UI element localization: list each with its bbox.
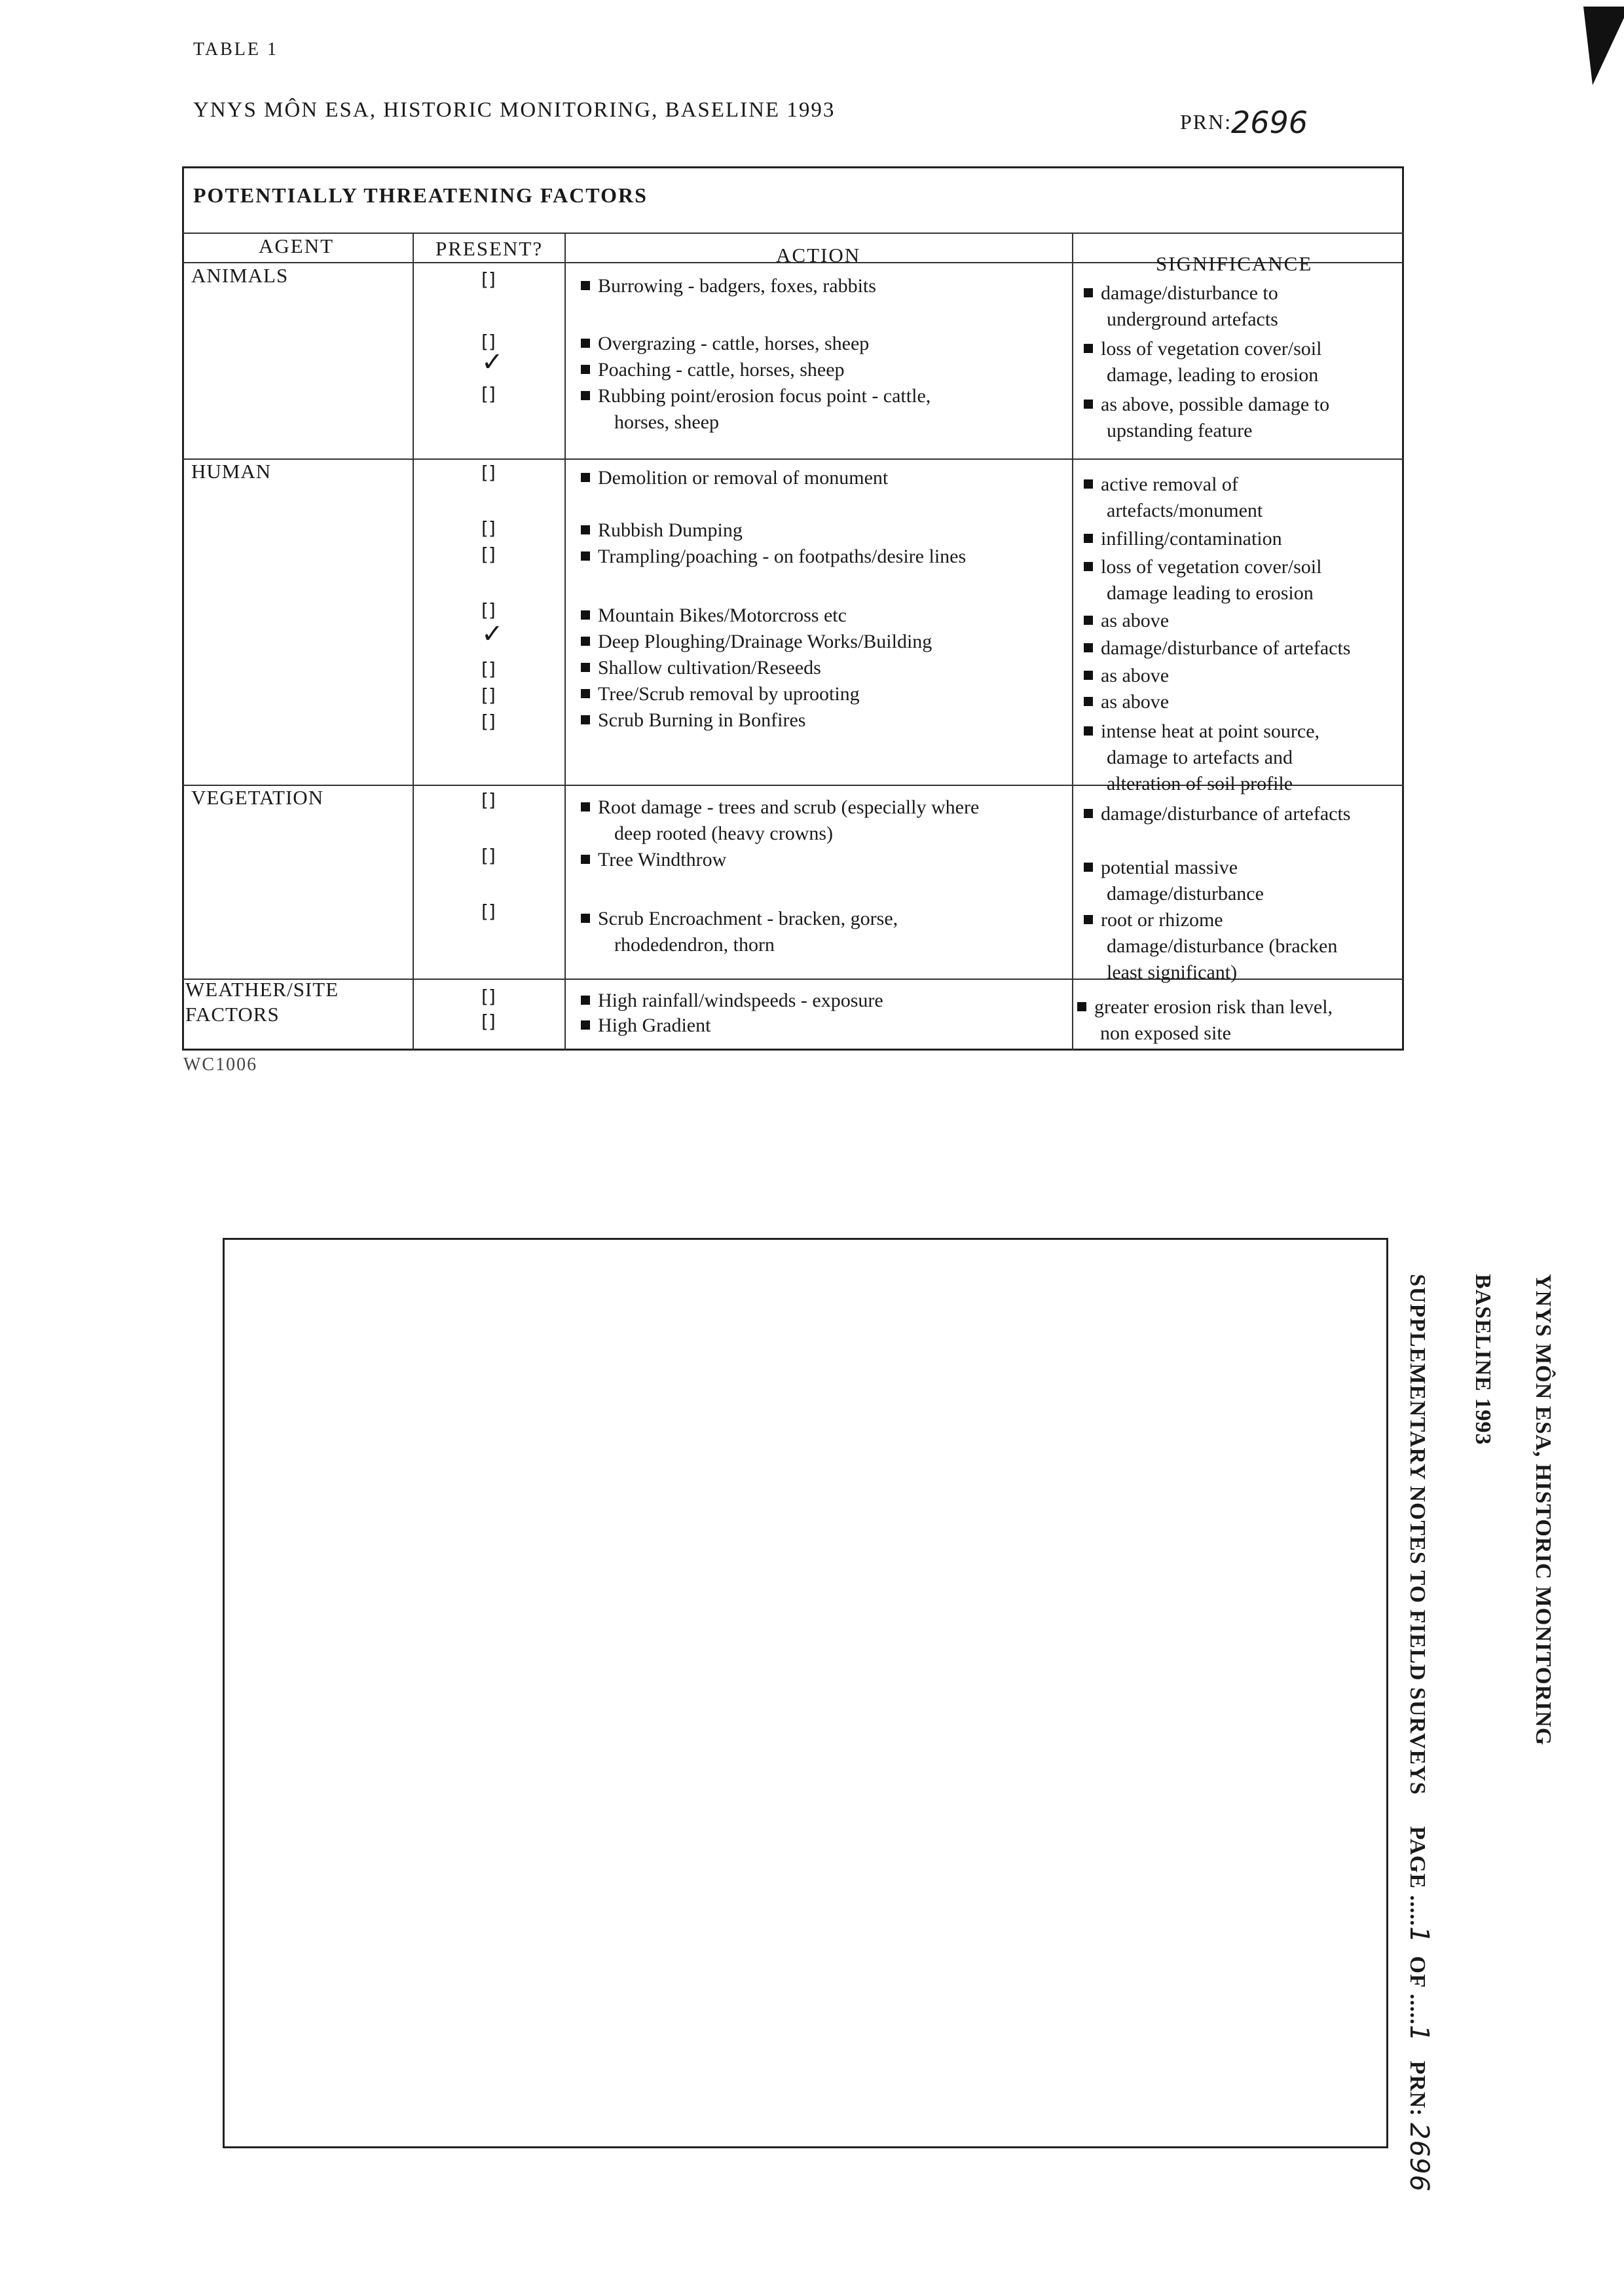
supplementary-notes-box xyxy=(223,1238,1388,2148)
bullet-icon xyxy=(581,663,590,672)
section-title: POTENTIALLY THREATENING FACTORS xyxy=(193,183,648,207)
bullet-icon xyxy=(581,525,590,534)
bullet-icon xyxy=(581,1020,590,1030)
significance-item: damage/disturbance of artefacts xyxy=(1084,801,1350,827)
agent-weather-site-line2: FACTORS xyxy=(185,1003,280,1026)
bullet-icon xyxy=(581,365,590,374)
action-item: Shallow cultivation/Reseeds xyxy=(581,655,821,681)
bullet-icon xyxy=(1084,915,1093,924)
column-header-present: PRESENT? xyxy=(435,237,544,260)
present-marker: [] xyxy=(481,658,496,680)
significance-item-continued: damage to artefacts and xyxy=(1107,747,1293,768)
bullet-icon xyxy=(1084,562,1093,571)
bullet-icon xyxy=(1084,479,1093,489)
agent-present-divider xyxy=(413,233,414,1051)
significance-item: damage/disturbance of artefacts xyxy=(1084,635,1350,662)
significance-item: loss of vegetation cover/soil xyxy=(1084,554,1321,580)
present-marker: [] xyxy=(481,711,496,732)
bullet-icon xyxy=(1084,671,1093,680)
present-marker: [] xyxy=(481,544,496,565)
action-item: Scrub Encroachment - bracken, gorse, xyxy=(581,906,898,932)
significance-item: active removal of xyxy=(1084,472,1238,498)
significance-item: root or rhizome xyxy=(1084,907,1223,933)
significance-item-continued: underground artefacts xyxy=(1107,308,1278,330)
action-item: Trampling/poaching - on footpaths/desire lines xyxy=(581,544,966,570)
bullet-icon xyxy=(581,802,590,812)
present-tick-mark: ✓ xyxy=(481,619,504,649)
bullet-icon xyxy=(1084,863,1093,872)
supplementary-baseline: BASELINE 1993 xyxy=(1471,1274,1495,1446)
bullet-icon xyxy=(581,339,590,348)
significance-item: loss of vegetation cover/soil xyxy=(1084,336,1321,362)
significance-item: infilling/contamination xyxy=(1084,526,1282,552)
present-marker: [] xyxy=(481,901,496,922)
header-top-rule xyxy=(182,233,1404,234)
bullet-icon xyxy=(581,996,590,1005)
action-significance-divider xyxy=(1072,233,1073,1051)
agent-animals: ANIMALS xyxy=(191,264,289,287)
present-marker: [] xyxy=(481,986,496,1007)
action-item: Mountain Bikes/Motorcross etc xyxy=(581,603,847,629)
bullet-icon xyxy=(581,281,590,290)
supplementary-notes-line xyxy=(1404,1274,1434,2192)
significance-item-continued: least significant) xyxy=(1107,961,1238,983)
significance-item: damage/disturbance to xyxy=(1084,280,1278,307)
column-header-significance: SIGNIFICANCE xyxy=(1156,252,1313,275)
action-item: Overgrazing - cattle, horses, sheep xyxy=(581,331,869,357)
action-item: High Gradient xyxy=(581,1013,710,1039)
present-marker: [] xyxy=(481,599,496,621)
present-marker: [] xyxy=(481,462,496,483)
action-item: Scrub Burning in Bonfires xyxy=(581,707,805,734)
significance-item-continued: damage/disturbance xyxy=(1107,883,1264,905)
bullet-icon xyxy=(1084,616,1093,625)
action-item-continued: horses, sheep xyxy=(614,411,719,433)
present-tick-mark: ✓ xyxy=(481,347,504,377)
present-marker: [] xyxy=(481,1011,496,1032)
bullet-icon xyxy=(581,610,590,620)
significance-item: potential massive xyxy=(1084,855,1238,881)
significance-item-continued: non exposed site xyxy=(1100,1022,1231,1044)
form-code: WC1006 xyxy=(183,1054,258,1075)
bullet-icon xyxy=(581,689,590,698)
bullet-icon xyxy=(581,715,590,724)
bullet-icon xyxy=(1084,726,1093,736)
animals-bottom-rule xyxy=(182,458,1404,460)
corner-arrow-mark xyxy=(1547,7,1624,85)
supplementary-prn-value: 2696 xyxy=(1404,2123,1434,2192)
action-item: Poaching - cattle, horses, sheep xyxy=(581,357,845,383)
bullet-icon xyxy=(1084,400,1093,409)
present-marker: [] xyxy=(481,845,496,867)
action-item: Root damage - trees and scrub (especially where xyxy=(581,794,979,821)
present-marker: [] xyxy=(481,684,496,706)
column-header-action: ACTION xyxy=(776,244,861,267)
bullet-icon xyxy=(1084,809,1093,818)
present-marker: [] xyxy=(481,517,496,539)
bullet-icon xyxy=(1084,288,1093,297)
present-action-divider xyxy=(564,233,566,1051)
bullet-icon xyxy=(581,551,590,561)
bullet-icon xyxy=(1084,643,1093,652)
supplementary-prn-label: PRN: xyxy=(1405,2061,1430,2117)
significance-item: as above xyxy=(1084,689,1169,715)
supplementary-title: YNYS MÔN ESA, HISTORIC MONITORING xyxy=(1531,1274,1555,1746)
agent-weather-site-line1: WEATHER/SITE xyxy=(185,978,339,1001)
bullet-icon xyxy=(581,914,590,923)
action-item: Burrowing - badgers, foxes, rabbits xyxy=(581,273,876,299)
action-item: Tree/Scrub removal by uprooting xyxy=(581,681,860,707)
significance-item: greater erosion risk than level, xyxy=(1077,994,1333,1020)
of-value: 1 xyxy=(1404,2024,1434,2042)
action-item: Tree Windthrow xyxy=(581,847,726,873)
bullet-icon xyxy=(1084,697,1093,706)
significance-item-continued: alteration of soil profile xyxy=(1107,773,1293,794)
present-marker: [] xyxy=(481,331,496,352)
action-item-continued: rhodedendron, thorn xyxy=(614,934,775,956)
document-title: YNYS MÔN ESA, HISTORIC MONITORING, BASELINE 1993 xyxy=(193,98,836,122)
of-label: OF ..... xyxy=(1405,1956,1430,2025)
prn-handwritten-value: 2696 xyxy=(1231,105,1308,140)
supplementary-notes-label: SUPPLEMENTARY NOTES TO FIELD SURVEYS xyxy=(1405,1274,1430,1795)
action-item: Demolition or removal of monument xyxy=(581,465,888,491)
column-header-agent: AGENT xyxy=(259,234,335,257)
bullet-icon xyxy=(1084,534,1093,543)
present-marker: [] xyxy=(481,269,496,290)
significance-item: as above xyxy=(1084,608,1169,634)
table-label: TABLE 1 xyxy=(193,39,278,60)
action-item: High rainfall/windspeeds - exposure xyxy=(581,988,883,1014)
action-item-continued: deep rooted (heavy crowns) xyxy=(614,823,834,844)
page-label: PAGE ..... xyxy=(1405,1826,1430,1927)
bullet-icon xyxy=(581,391,590,400)
significance-item-continued: upstanding feature xyxy=(1107,420,1253,441)
present-marker: [] xyxy=(481,789,496,811)
significance-item: as above xyxy=(1084,663,1169,689)
significance-item-continued: damage, leading to erosion xyxy=(1107,364,1319,386)
significance-item: intense heat at point source, xyxy=(1084,718,1320,745)
action-item: Deep Ploughing/Drainage Works/Building xyxy=(581,629,932,655)
significance-item-continued: damage/disturbance (bracken xyxy=(1107,935,1338,957)
bullet-icon xyxy=(581,473,590,482)
action-item: Rubbish Dumping xyxy=(581,517,743,544)
present-marker: [] xyxy=(481,383,496,405)
page-value: 1 xyxy=(1404,1926,1434,1944)
agent-vegetation: VEGETATION xyxy=(191,786,324,809)
prn-label: PRN: xyxy=(1180,110,1232,134)
bullet-icon xyxy=(581,855,590,864)
bullet-icon xyxy=(1077,1002,1086,1011)
significance-item: as above, possible damage to xyxy=(1084,392,1329,418)
bullet-icon xyxy=(581,637,590,646)
significance-item-continued: artefacts/monument xyxy=(1107,500,1263,521)
significance-item-continued: damage leading to erosion xyxy=(1107,582,1314,604)
action-item: Rubbing point/erosion focus point - cattle, xyxy=(581,383,931,409)
agent-human: HUMAN xyxy=(191,460,272,483)
bullet-icon xyxy=(1084,344,1093,353)
